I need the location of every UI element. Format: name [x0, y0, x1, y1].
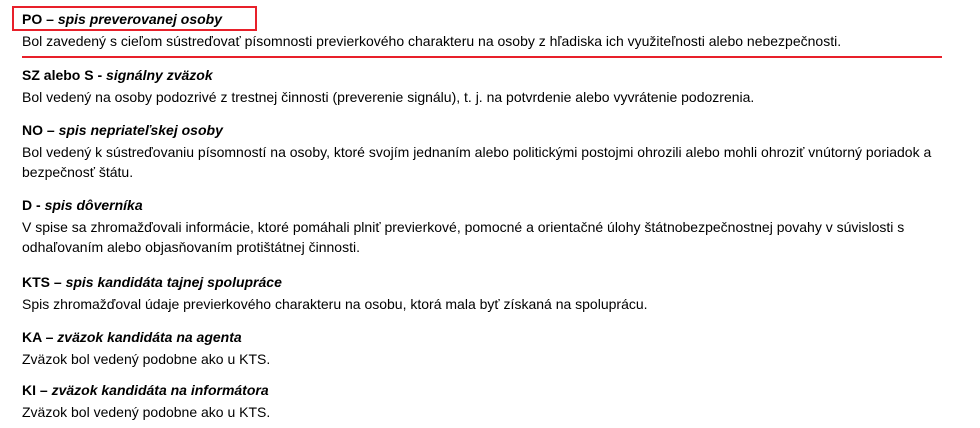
definition-entry-no — [22, 120, 972, 182]
definition-entry-sz — [22, 65, 972, 107]
entry-code: PO — [22, 11, 43, 27]
entry-separator: – — [36, 382, 52, 398]
entry-description: Zväzok bol vedený podobne ako u KTS. — [22, 404, 271, 420]
entry-name: zväzok kandidáta na informátora — [51, 382, 269, 398]
entry-code: NO — [22, 122, 43, 138]
entry-code: SZ alebo S — [22, 67, 94, 83]
entry-code: D — [22, 197, 33, 213]
highlight-underline — [22, 56, 942, 58]
entry-heading — [22, 9, 972, 29]
entry-heading — [22, 120, 972, 140]
definition-entry-d — [22, 195, 972, 257]
entry-name: spis nepriateľskej osoby — [58, 122, 223, 138]
entry-description: Bol zavedený s cieľom sústreďovať písomnosti previerkového charakteru na osoby z hľadiska ich využiteľnosti alebo nebezpečnosti. — [22, 33, 842, 49]
entry-code: KA — [22, 329, 42, 345]
entry-name: signálny zväzok — [106, 67, 213, 83]
entry-heading — [22, 380, 972, 400]
entry-separator: – — [43, 122, 59, 138]
entry-separator: – — [50, 274, 66, 290]
entry-separator: – — [42, 11, 58, 27]
entry-heading — [22, 272, 972, 292]
entry-name: spis kandidáta tajnej spolupráce — [65, 274, 282, 290]
entry-description: Zväzok bol vedený podobne ako u KTS. — [22, 351, 271, 367]
entry-name: zväzok kandidáta na agenta — [57, 329, 242, 345]
entry-separator: – — [41, 329, 58, 345]
entry-heading — [22, 65, 972, 85]
definition-entry-ki — [22, 380, 972, 422]
definition-entry-ka — [22, 327, 972, 369]
entry-separator: - — [32, 197, 45, 213]
entry-code: KTS — [22, 274, 50, 290]
definition-entry-kts — [22, 272, 972, 314]
entry-description: Spis zhromažďoval údaje previerkového charakteru na osobu, ktorá mala byť získaná na spoluprácu. — [22, 296, 648, 312]
entry-name: spis dôverníka — [44, 197, 143, 213]
entry-description: Bol vedený na osoby podozrivé z trestnej činnosti (preverenie signálu), t. j. na potvrdenie alebo vyvrátenie podozrenia. — [22, 89, 755, 105]
entry-separator: - — [93, 67, 107, 83]
entry-description: Bol vedený k sústreďovaniu písomností na osoby, ktoré svojím jednaním alebo politickými postojmi ohrozili alebo mohli ohroziť vnútorný poriadok a bezpečnosť štátu. — [22, 144, 932, 180]
entry-description: V spise sa zhromažďovali informácie, ktoré pomáhali plniť previerkové, pomocné a orientačné úlohy štátnobezpečnostnej povahy v súvislosti s odhaľovaním alebo objasňovaním protištátnej činnosti. — [22, 219, 905, 255]
entry-heading — [22, 327, 972, 347]
entry-code: KI — [22, 382, 36, 398]
entry-name: spis preverovanej osoby — [57, 11, 222, 27]
entry-heading — [22, 195, 972, 215]
definition-entry-po — [22, 9, 972, 51]
